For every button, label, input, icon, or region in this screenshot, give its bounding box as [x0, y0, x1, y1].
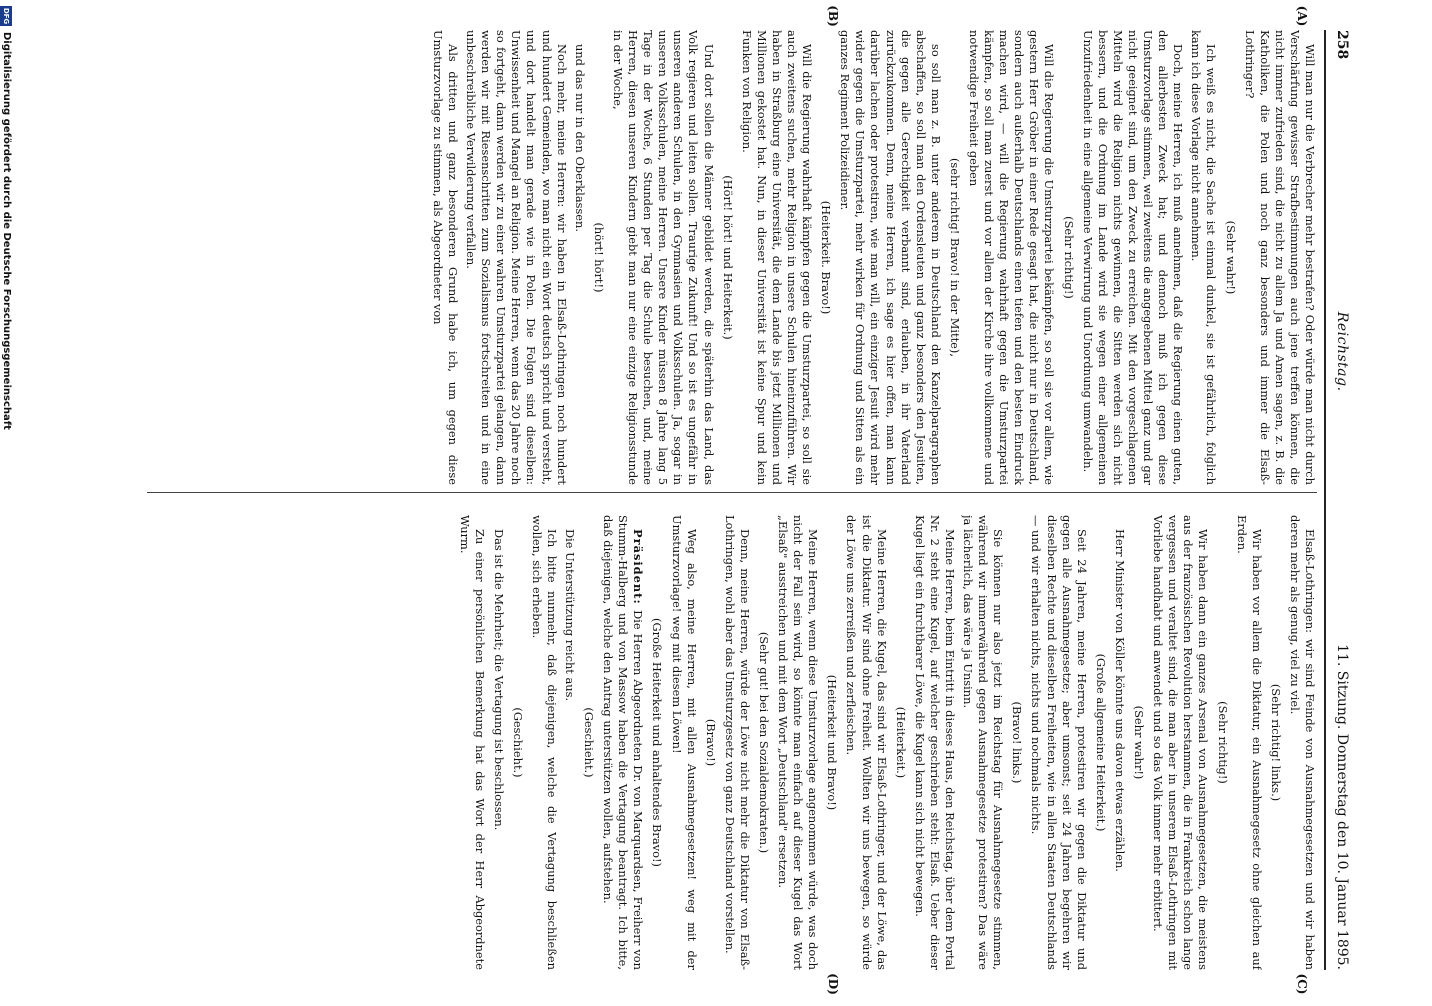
interjection [1009, 515, 1024, 970]
paragraph [960, 515, 1005, 970]
paragraph [491, 515, 506, 970]
paragraph-text: Und dort sollen die Männer gebildet werden, die späterhin das Land, das Volk regieren und leiten sollen. Traurige Zukunft! Und so ist es ungefähr in unseren anderen Schulen, in den Gymnasien und Volksschulen. Ja, sogar in unseren Volksschulen, meine Herren. Unsere Kinder müssen 8 Jahre lang 5 Tage in der Woche, 6 Stunden per Tag die Schule besuchen, und, meine Herren, diesen unseren Kindern giebt man nur eine einzige Religionsstunde in der Woche, [610, 30, 716, 485]
interjection [756, 515, 771, 970]
interjection [703, 515, 718, 970]
paragraph-text: Ich bitte nunmehr, daß diejenigen, welche die Vertagung beschließen wollen, sich erheben. [529, 515, 559, 970]
paragraph [1112, 515, 1127, 970]
paragraph-text: (Heiterkeit. Bravo!) [819, 200, 834, 315]
paragraph-text: Zu einer persönlichen Bemerkung hat das Wort der Herr Abgeordnete Wurm. [458, 515, 488, 970]
interjection [893, 515, 908, 970]
interjection [591, 30, 606, 485]
interjection [818, 30, 833, 485]
column-divider [147, 492, 1317, 493]
paragraph-text: (Bravo! links.) [1010, 701, 1025, 784]
paragraph [668, 515, 698, 970]
interjection [649, 515, 664, 970]
paragraph-text: (Sehr richtig! links.) [1268, 683, 1283, 802]
paragraph-text: (Heiterkeit.) [893, 706, 908, 779]
left-column [30, 30, 1317, 485]
digitization-footer [0, 0, 13, 1006]
paragraph [457, 515, 487, 970]
paragraph [562, 515, 577, 970]
dfg-logo: DFG [2, 7, 11, 25]
paragraph-text: (Heiterkeit und Bravo!) [825, 674, 840, 811]
paragraph-text: Meine Herren, beim Eintritt in dieses Haus, den Reichstag, über dem Portal Nr. 2 steht eine Kugel, auf welcher geschrieben steht: Elsaß. Ueber dieser Kugel liegt ein furchtbarer Löwe, die Kugel kann sich nicht bewegen. [912, 515, 958, 970]
paragraph-text: (Sehr richtig!) [1215, 701, 1230, 784]
paragraph-text: Noch mehr, meine Herren: wir haben in Elsaß-Lothringen noch hundert und hundert Gemeinden, wo man nicht ein Wort deutsch spricht und versteht, und dort handelt man gerade wie in Polen. Die Folgen sind dieselben: Unwissenheit und Mangel an Religion. Meine Herren, wenn das 20 Jahre noch so fortgeht, dann werden wir zu einer wahren Umsturzpartei gelangen, dann werden wir mit Riesenschritten zum Sozialismus fortschreiten und in eine unbeschreibliche Verwilderung verfallen. [464, 30, 569, 485]
paragraph-text: Die Herren Abgeordneten Dr. von Marquardsen, Freiherr von Stumm-Halberg und von Massow haben die Vertagung beantragt. Ich bitte, daß diejenigen, welche den Antrag unterstützen wollen, aufstehen. [601, 515, 646, 970]
paragraph-text: Weg also, meine Herren, mit allen Ausnahmegesetzen! weg mit der Umsturzvorlage! weg mit diesem Löwen! [669, 515, 699, 970]
interjection [510, 515, 525, 970]
paragraph-text: Will die Regierung wahrhaft kämpfen gegen die Umsturzpartei, so soll sie auch zweitens suchen, mehr Religion in unsere Schulen hineinzuführen. Wir haben in Straßburg eine Universität, die dem Lande bis jetzt Millionen und Millionen gekostet hat. Nun, in dieser Universität ist keine Spur und kein Funken von Religion. [739, 30, 815, 485]
chamber-name: Reichstag. [1334, 311, 1350, 392]
paragraph [843, 515, 888, 970]
paragraph [739, 30, 814, 485]
paragraph [837, 30, 943, 485]
paragraph-text: Will man nur die Verbrecher mehr bestrafen? Oder würde man nicht durch Verschärfung gewisser Strafbestimmungen auch jene treffen können, die nicht immer zufrieden sind, die nicht zu allem Ja und Amen sagen, z. B. die Katholiken, die Polen und noch ganz besonders und immer die Elsaß-Lothringer? [1242, 30, 1317, 485]
right-column [30, 515, 1317, 970]
paragraph [1234, 515, 1264, 970]
paragraph-text: (Große Heiterkeit und anhaltendes Bravo!) [650, 618, 665, 867]
paragraph-text: (Hört! hört! und Heiterkeit.) [720, 175, 735, 340]
paragraph-text: Herr Minister von Köller könnte uns davon etwas erzählen. [1112, 529, 1127, 872]
paragraph-text: (hört! hört!) [591, 222, 606, 293]
page-number: 258 [1334, 30, 1350, 60]
paragraph-text: (Große allgemeine Heiterkeit.) [1093, 653, 1108, 832]
paragraph [463, 30, 569, 485]
margin-mark-c: (C) [1295, 973, 1309, 995]
paragraph-text: Die Unterstützung reicht aus. [562, 529, 577, 702]
paragraph [1080, 30, 1186, 485]
paragraph [1188, 30, 1218, 485]
paragraph [610, 30, 716, 485]
paragraph [529, 515, 559, 970]
paragraph-text: (Sehr wahr!) [1132, 705, 1147, 780]
paragraph-text: so soll man z. B. unter anderem in Deutschland den Kanzelparagraphen abschaffen, so soll man den Ordensleuten und ganz besonders den Jesuiten, die gegen alle Gerechtigkeit verbannt sind, erlauben, in ihr Vaterland zurückzukommen. Denn, meine Herren, ich sage es hier offen, man kann darüber lachen oder protestiren, wie man will, ein einziger Jesuit wird mehr wider gegen die Umsturzpartei, mehr wirken für Ordnung und Sitten als ein ganzes Regiment Polizeidiener. [838, 30, 943, 485]
paragraph [572, 30, 587, 485]
margin-mark-b: (B) [826, 5, 840, 27]
interjection [720, 30, 735, 485]
margin-mark-a: (A) [1295, 5, 1309, 27]
paragraph-text: Wir haben vor allem die Diktatur, ein Ausnahmegesetz ohne gleichen auf Erden. [1234, 515, 1264, 970]
paragraph [1242, 30, 1317, 485]
paragraph-text: Sie können nur also jetzt im Reichstag für Ausnahmegesetze stimmen, während wir immerwährend gegen Ausnahmegesetze protestiren? Das wäre ja lächerlich, das wäre ja Unsinn. [961, 515, 1006, 970]
margin-mark-d: (D) [826, 973, 840, 995]
interjection [1061, 30, 1076, 485]
paragraph [600, 515, 645, 970]
paragraph-text: (sehr richtig! Bravo! in der Mitte), [947, 157, 962, 357]
paragraph-text: (Sehr gut! bei den Sozialdemokraten.) [757, 631, 771, 854]
paragraph-text: (Bravo!) [703, 718, 718, 767]
paragraph-text: (Sehr wahr!) [1223, 220, 1238, 295]
page-header [1324, 30, 1350, 970]
paragraph-text: Denn, meine Herren, würde der Löwe nicht mehr die Diktatur von Elsaß-Lothringen, wohl aber das Umsturzgesetz von ganz Deutschland vorstellen. [722, 515, 752, 970]
paragraph [430, 30, 460, 485]
paragraph [966, 30, 1057, 485]
paragraph [1028, 515, 1088, 970]
interjection [1131, 515, 1146, 970]
paragraph-text: und das nur in den Oberklassen. [572, 44, 587, 233]
paragraph [1287, 515, 1317, 970]
interjection [581, 515, 596, 970]
paragraph-text: Will die Regierung die Umsturzpartei bekämpfen, so soll sie vor allem, wie gestern Herr Gröber in einer Rede gesagt hat, die nicht nur in Deutschland, sondern auch außerhalb Deutschlands einen tiefen und den besten Eindruck machen wird, — will die Regierung wahrhaft gegen die Umsturzpartei kämpfen, so soll man zuerst und vor allem der Kirche ihre vollkommene und notwendige Freiheit geben [967, 30, 1057, 485]
paragraph-text: (Geschieht.) [582, 707, 597, 778]
paragraph-text: Meine Herren, wenn diese Umsturzvorlage angenommen würde, was doch nicht der Fall sein wird, so könnte man einfach auf dieser Kugel das Wort „Elsaß" ausstreichen und mit dem Wort „Deutschland" ersetzen. [776, 515, 821, 970]
paragraph-text: Das ist die Mehrheit; die Vertagung ist beschlossen. [491, 529, 506, 831]
paragraph [722, 515, 752, 970]
interjection [947, 30, 962, 485]
session-date: 11. Sitzung. Donnerstag den 10. Januar 1895. [1334, 644, 1350, 970]
interjection [824, 515, 839, 970]
paragraph-text: Als dritten und ganz besonderen Grund habe ich, um gegen diese Umsturzvorlage zu stimmen, als Abgeordneter von [430, 30, 461, 485]
interjection [1093, 515, 1108, 970]
paragraph [1150, 515, 1210, 970]
interjection [1268, 515, 1283, 970]
paragraph-text: Wir haben dann ein ganzes Arsenal von Ausnahmegesetzen, die meistens aus der französischen Revolution herstammen, die in Frankreich schon lange vergessen und veraltet sind, die man aber in unserem Elsaß-Lothringen mit Vorliebe handhabt und anwendet und so das Volk immer mehr erbittert. [1151, 515, 1211, 970]
interjection [1214, 515, 1229, 970]
speaker-name: Präsident: [631, 529, 646, 611]
paragraph-text: (Geschieht.) [510, 707, 525, 778]
paragraph-text: Meine Herren, die Kugel, das sind wir Elsaß-Lothringer, und der Löwe, das ist die Diktatur. Wir sind ohne Freiheit. Wollten wir uns bewegen, so würde der Löwe uns zerreißen und zerfleischen. [844, 515, 889, 970]
paragraph-text: (Sehr richtig!) [1061, 216, 1076, 299]
interjection [1222, 30, 1237, 485]
paragraph-text: Elsaß-Lothringen: wir sind Feinde von Ausnahmegesetzen und wir haben deren mehr als genug, viel zu viel. [1287, 515, 1317, 970]
paragraph-text: Doch, meine Herren, ich muß annehmen, daß die Regierung einen guten, den allerbesten Zweck hat; und dennoch muß ich gegen diese Umsturzvorlage stimmen, weil zweitens die angegebenen Mittel ganz und gar nicht geeignet sind, um den Zweck zu erreichen. Mit den vorgeschlagenen Mitteln wird die Religion nichts gewinnen, die Sitten werden sich nicht bessern, und die Ordnung im Lande wird sie wegen einer allgemeinen Unzufriedenheit in eine allgemeine Verwirrung und Unordnung umwandeln. [1080, 30, 1186, 485]
paragraph [912, 515, 957, 970]
paragraph-text: Seit 24 Jahren, meine Herren, protestiren wir gegen die Diktatur und gegen alle Ausnahmegesetze; aber umsonst; seit 24 Jahren begehren wir dieselben Rechte und dieselben Freiheiten, wie in allen Staaten Deutschlands — und wir erhalten nichts, nichts und nochmals nichts. [1029, 515, 1089, 970]
paragraph [775, 515, 820, 970]
footer-text: Digitalisierung gefördert durch die Deutsche Forschungsgemeinschaft [1, 32, 12, 430]
paragraph-text: Ich weiß es nicht, die Sache ist einmal dunkel, sie ist gefährlich, folglich kann ich diese Vorlage nicht annehmen. [1189, 30, 1219, 485]
